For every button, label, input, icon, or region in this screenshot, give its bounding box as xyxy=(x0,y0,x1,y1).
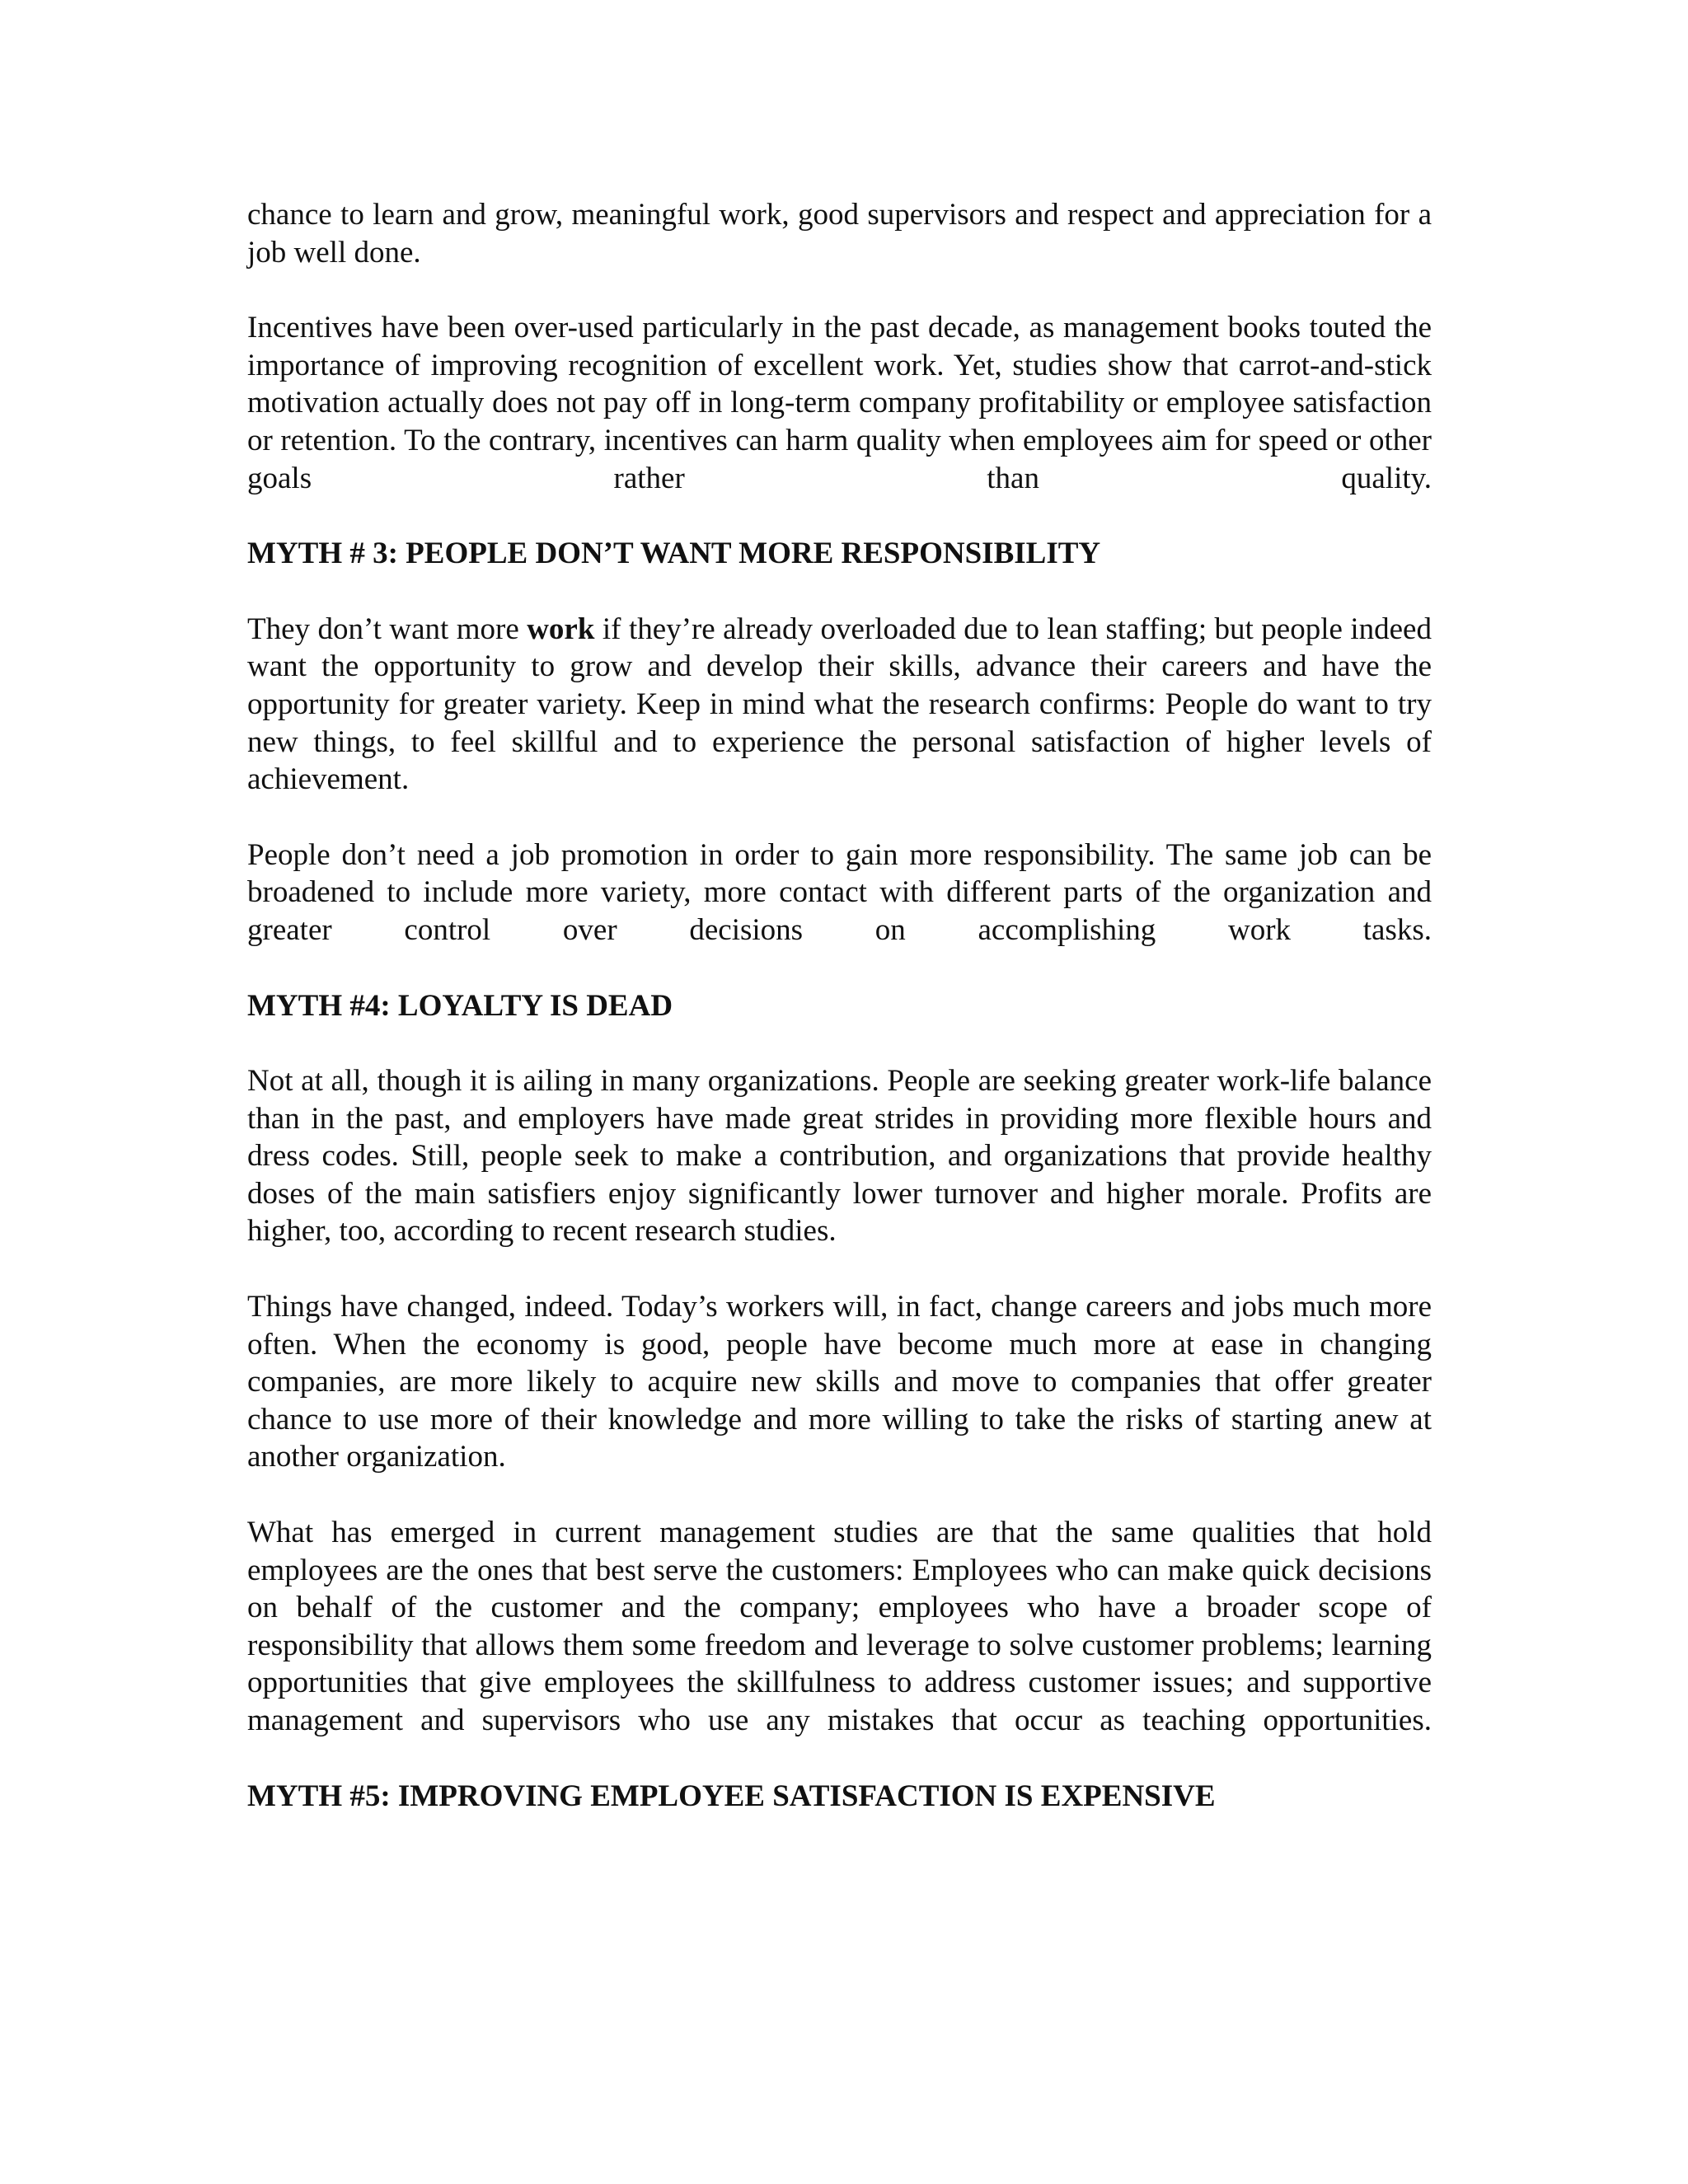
heading-myth-5: MYTH #5: IMPROVING EMPLOYEE SATISFACTION IS EXPENSIVE xyxy=(247,1779,1216,1813)
paragraph-3 xyxy=(247,611,1432,799)
paragraph-3-text-after: if they’re already overloaded due to lean staffing; but people indeed want the opportunity to grow and develop their skills, advance their careers and have the opportunity for greater variety. Keep in mind what the research confirms: People do want to try new things, to feel skillful and to experience the personal satisfaction of higher levels of achievement. xyxy=(247,612,1432,797)
paragraph-7: What has emerged in current management studies are that the same qualities that hold employees are the ones that best serve the customers: Employees who can make quick decisions on behalf of the customer and the company; employees who have a broader scope of responsibility that allows them some freedom and leverage to solve customer problems; learning opportunities that give employees the skillfulness to address customer issues; and supportive management and supervisors who use any mistakes that occur as teaching opportunities. xyxy=(247,1516,1432,1737)
paragraph-3-text-before: They don’t want more xyxy=(247,612,528,646)
paragraph-4: People don’t need a job promotion in order to gain more responsibility. The same job can be broadened to include more variety, more contact with different parts of the organization and greater control over decisions on accomplishing work tasks. xyxy=(247,837,1432,947)
heading-myth-3: MYTH # 3: PEOPLE DON’T WANT MORE RESPONSIBILITY xyxy=(247,537,1101,571)
document-page xyxy=(247,196,1432,1853)
paragraph-5: Not at all, though it is ailing in many organizations. People are seeking greater work-life balance than in the past, and employers have made great strides in providing more flexible hours and dress codes. Still, people seek to make a contribution, and organizations that provide healthy doses of the main satisfiers enjoy significantly lower turnover and higher morale. Profits are higher, too, according to recent research studies. xyxy=(247,1064,1432,1249)
paragraph-6: Things have changed, indeed. Today’s workers will, in fact, change careers and jobs much more often. When the economy is good, people have become much more at ease in changing companies, are more likely to acquire new skills and move to companies that offer greater chance to use more of their knowledge and more willing to take the risks of starting anew at another organization. xyxy=(247,1290,1432,1474)
paragraph-2: Incentives have been over-used particularly in the past decade, as management books touted the importance of improving recognition of excellent work. Yet, studies show that carrot-and-stick motivation actually does not pay off in long-term company profitability or employee satisfaction or retention. To the contrary, incentives can harm quality when employees aim for speed or other goals rather than quality. xyxy=(247,311,1432,495)
paragraph-1: chance to learn and grow, meaningful work, good supervisors and respect and appreciation for a job well done. xyxy=(247,198,1432,269)
paragraph-3-bold-work: work xyxy=(527,612,595,646)
heading-myth-4: MYTH #4: LOYALTY IS DEAD xyxy=(247,988,673,1023)
